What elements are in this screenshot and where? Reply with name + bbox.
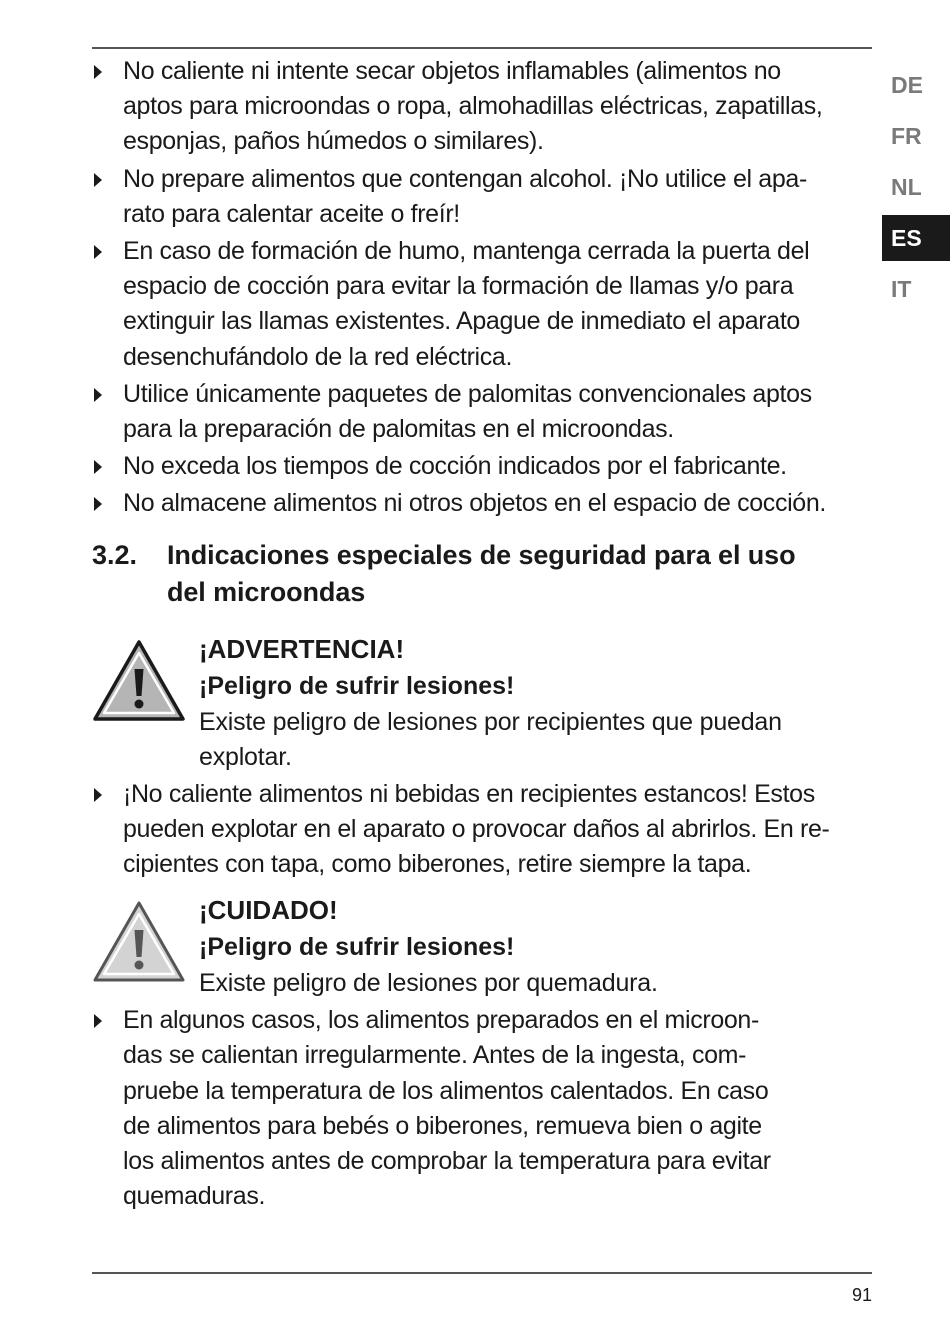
bullet-arrow-icon bbox=[94, 497, 102, 511]
bullet-list-middle bbox=[92, 777, 874, 883]
bullet-line: No exceda los tiempos de cocción indicados por el fabricante. bbox=[123, 452, 787, 481]
bullet-item bbox=[92, 162, 874, 232]
bullet-item bbox=[92, 449, 874, 484]
bullet-item bbox=[92, 377, 874, 447]
bullet-line: En algunos casos, los alimentos preparados en el microon- bbox=[123, 1006, 759, 1035]
warning-subtitle: ¡Peligro de sufrir lesiones! bbox=[199, 671, 515, 700]
bullet-item bbox=[92, 54, 874, 160]
bullet-arrow-icon bbox=[94, 388, 102, 402]
warning-text bbox=[199, 966, 874, 1001]
bullet-arrow-icon bbox=[94, 1014, 102, 1028]
bullet-arrow-icon bbox=[94, 460, 102, 474]
bullet-line: para la preparación de palomitas en el microondas. bbox=[123, 415, 674, 444]
lang-tab-es: ES bbox=[882, 215, 950, 261]
warning-block-cuidado bbox=[92, 892, 874, 1001]
warning-text-line: explotar. bbox=[199, 742, 292, 771]
bullet-arrow-icon bbox=[94, 788, 102, 802]
bullet-line: pueden explotar en el aparato o provocar daños al abrirlos. En re- bbox=[123, 814, 830, 843]
bullet-line: ¡No caliente alimentos ni bebidas en recipientes estancos! Estos bbox=[123, 779, 815, 808]
bullet-line: pruebe la temperatura de los alimentos calentados. En caso bbox=[123, 1076, 769, 1105]
bottom-rule bbox=[92, 1272, 872, 1274]
warning-triangle-icon bbox=[92, 900, 186, 984]
bullet-list-bottom bbox=[92, 1003, 874, 1214]
section-number: 3.2. bbox=[92, 539, 138, 570]
bullet-line: extinguir las llamas existentes. Apague de inmediato el aparato bbox=[123, 307, 800, 336]
lang-tab-nl: NL bbox=[891, 174, 922, 200]
bullet-line: cipientes con tapa, como biberones, retire siempre la tapa. bbox=[123, 850, 752, 879]
bullet-line: quemaduras. bbox=[123, 1182, 266, 1211]
lang-tab-de: DE bbox=[891, 72, 923, 98]
warning-text bbox=[199, 705, 874, 775]
warning-text-line: Existe peligro de lesiones por recipientes que puedan bbox=[199, 707, 782, 736]
bullet-line: No prepare alimentos que contengan alcohol. ¡No utilice el apa- bbox=[123, 164, 807, 193]
bullet-line: No caliente ni intente secar objetos inflamables (alimentos no bbox=[123, 57, 781, 85]
section-title-line: Indicaciones especiales de seguridad para el uso bbox=[167, 539, 796, 570]
warning-triangle-icon bbox=[92, 639, 186, 723]
bullet-line: desenchufándolo de la red eléctrica. bbox=[123, 342, 513, 371]
bullet-line: Utilice únicamente paquetes de palomitas convencionales aptos bbox=[123, 379, 812, 408]
language-tabs bbox=[882, 62, 950, 317]
bullet-line: de alimentos para bebés o biberones, remueva bien o agite bbox=[123, 1111, 762, 1140]
bullet-line: das se calientan irregularmente. Antes de la ingesta, com- bbox=[123, 1041, 747, 1070]
warning-subtitle: ¡Peligro de sufrir lesiones! bbox=[199, 933, 515, 962]
bullet-line: No almacene alimentos ni otros objetos en el espacio de cocción. bbox=[123, 489, 827, 518]
top-rule bbox=[92, 47, 872, 49]
bullet-item bbox=[92, 1003, 874, 1214]
section-title bbox=[167, 537, 874, 611]
warning-title: ¡CUIDADO! bbox=[199, 895, 338, 926]
bullet-item bbox=[92, 777, 874, 883]
bullet-line: En caso de formación de humo, mantenga cerrada la puerta del bbox=[123, 237, 810, 266]
section-title-line: del microondas bbox=[167, 576, 366, 607]
bullet-item bbox=[92, 234, 874, 375]
warning-text-line: Existe peligro de lesiones por quemadura. bbox=[199, 969, 658, 998]
bullet-arrow-icon bbox=[94, 245, 102, 259]
bullet-line: espacio de cocción para evitar la formación de llamas y/o para bbox=[123, 272, 794, 301]
page-content bbox=[92, 54, 874, 1216]
bullet-item bbox=[92, 486, 874, 521]
warning-block-advertencia bbox=[92, 631, 874, 775]
lang-tab-it: IT bbox=[891, 276, 912, 302]
bullet-list-top bbox=[92, 54, 874, 522]
bullet-line: esponjas, paños húmedos o similares). bbox=[123, 127, 544, 156]
warning-title: ¡ADVERTENCIA! bbox=[199, 633, 405, 664]
bullet-line: aptos para microondas o ropa, almohadillas eléctricas, zapatillas, bbox=[123, 92, 823, 121]
bullet-line: los alimentos antes de comprobar la temperatura para evitar bbox=[123, 1147, 771, 1176]
lang-tab-fr: FR bbox=[891, 123, 922, 149]
page-number: 91 bbox=[851, 1285, 872, 1305]
bullet-line: rato para calentar aceite o freír! bbox=[123, 199, 460, 228]
bullet-arrow-icon bbox=[94, 173, 102, 187]
section-heading bbox=[92, 537, 874, 611]
bullet-arrow-icon bbox=[94, 65, 102, 79]
